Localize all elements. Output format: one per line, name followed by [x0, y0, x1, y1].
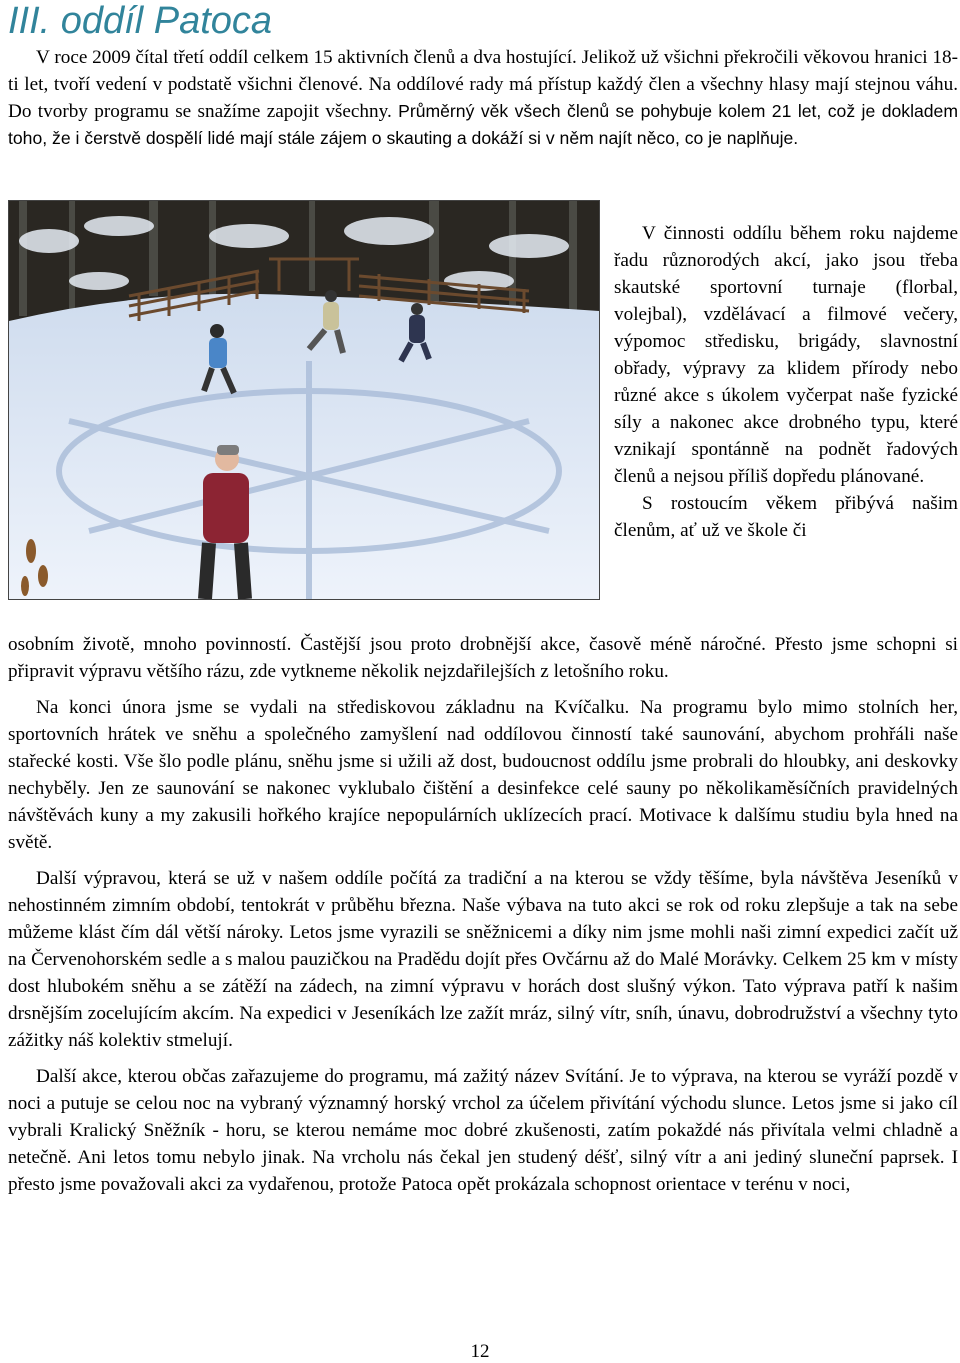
snow-scouts-photo: [8, 200, 600, 600]
age-paragraph-continuation: osobním životě, mnoho povinností. Častější jsou proto drobnější akce, časově méně náročné. Přesto jsme schopni si připravit výpravu většího rázu, zde vytkneme několik nejzdařilejších z letošního roku.: [8, 634, 958, 682]
main-body-text: [8, 631, 958, 1207]
side-column-text: [614, 220, 958, 544]
jeseniky-paragraph: Další výpravou, která se už v našem oddíle počítá za tradiční a na kterou se vždy těšíme, byla návštěva Jeseníků v nehostinném zimním období, tentokrát v průběhu března. Naše výbava na tuto akci se rok od roku zlepšuje a tak na sebe můžeme klást čím dál větší nároky. Letos jsme vyrazili se sněžnicemi a díky nim jsme mohli naši zimní expedici začít už na Červenohorském sedle a s malou pauzičkou na Pradědu dojít přes Ovčárnu až do Malé Morávky. Celkem 25 km v místy dost hlubokém sněhu a se zátěží na zádech, na zimní výpravu v horách dost slušný výkon. Tato výprava patří k našim drsnějším zocelujícím akcím. Na expedici v Jeseníkách lze zažít mráz, silný vítr, sníh, únavu, dobrodružství a všechny tyto zážitky náš kolektiv stmelují.: [8, 868, 958, 1051]
page-number: 12: [470, 1341, 490, 1362]
svitani-paragraph: Další akce, kterou občas zařazujeme do programu, má zažitý název Svítání. Je to výprava, na kterou se vyráží pozdě v noci a putuje se celou noc na vybraný významný horský vrchol za účelem přivítání východu slunce. Letos jsme si jako cíl vybrali Kralický Sněžník - horu, se kterou nemáme moc dobré zkušenosti, zatím pokaždé nás přivítala velmi chladně a netečně. Ani letos tomu nebylo jinak. Na vrcholu nás čekal jen studený déšť, silný vítr a ani jediný sluneční paprsek. I přesto jsme považovali akci za vydařenou, protože Patoca opět prokázala schopnost orientace v terénu v noci,: [8, 1066, 958, 1195]
intro-part-2: Průměrný věk všech členů se pohybuje kolem 21 let, což je dokladem toho, že i čerstvě dospělí lidé mají stále zájem o skauting a dokáží si v něm najít něco, co je naplňuje.: [8, 101, 958, 148]
kvicalka-paragraph: Na konci února jsme se vydali na střediskovou základnu na Kvíčalku. Na programu bylo mimo stolních her, sportovních hrátek ve sněhu a společného zamyšlení nad oddílovou činností také saunování, abychom prohřáli naše stařecké kosti. Vše šlo podle plánu, sněhu jsme si užili až dost, budoucnost oddílu jsme probrali do hloubky, ani deskovky nechyběly. Jen ze saunování se nakonec vyklubalo čištění a desinfekce celé sauny po několikaměsíčních pravidelných návštěvách kuny a my zakusili hořkého krajíce nepopulárních uklízecích prací. Motivace k dalšímu studiu byla hned na světě.: [8, 697, 958, 853]
age-paragraph-start: S rostoucím věkem přibývá našim členům, ať už ve škole či: [614, 493, 958, 541]
section-heading: III. oddíl Patoca: [8, 0, 273, 42]
intro-paragraph: [8, 44, 958, 152]
intro-part-1: V roce 2009 čítal třetí oddíl celkem 15 aktivních členů a dva hostující. Jelikož už všichni překročili věkovou hranici 18-ti let, tvoří vedení v podstatě všichni členové. Na oddílové rady má přístup každý člen a všechny hlasy mají stejnou váhu. Do tvorby programu se snažíme zapojit všechny.: [8, 47, 958, 122]
activities-paragraph: V činnosti oddílu během roku najdeme řadu různorodých akcí, jako jsou třeba skautské sportovní turnaje (florbal, volejbal), vzdělávací a filmové večery, výpomoc středisku, brigády, slavnostní obřady, výpravy za klidem přírody nebo různé akce s úkolem vyčerpat naše fyzické síly a nakonec akce drobného typu, které vznikají spontánně na podnět řadových členů a nejsou příliš dopředu plánované.: [614, 223, 958, 487]
